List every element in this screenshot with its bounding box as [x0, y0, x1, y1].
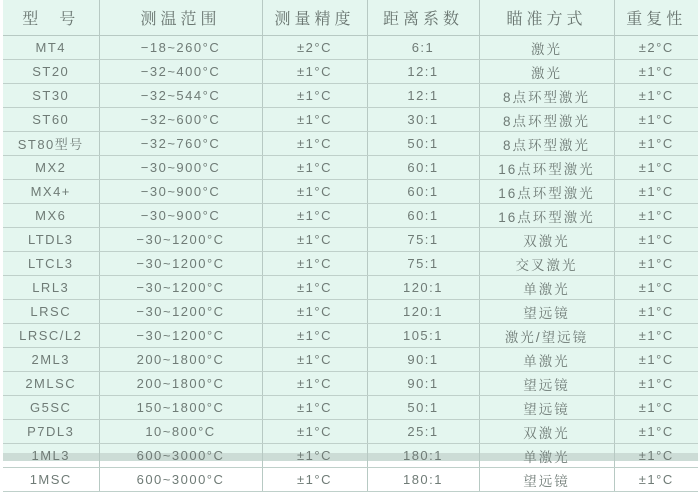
cell-aiming: 望远镜 — [479, 468, 614, 492]
table-row-P7DL3 — [3, 420, 698, 444]
table-row-ST60 — [3, 108, 698, 132]
cell-repeatability: ±1°C — [614, 444, 698, 468]
cell-accuracy: ±1°C — [262, 156, 367, 180]
cell-aiming: 8点环型激光 — [479, 84, 614, 108]
cell-aiming: 双激光 — [479, 420, 614, 444]
cell-model: MX6 — [3, 204, 99, 228]
cell-distance_ratio: 25:1 — [367, 420, 479, 444]
cell-distance_ratio: 6:1 — [367, 36, 479, 60]
cell-model: P7DL3 — [3, 420, 99, 444]
table-header — [3, 0, 698, 36]
cell-temp_range: 200~1800°C — [99, 372, 262, 396]
cell-model: MX4+ — [3, 180, 99, 204]
table-row-LRSC — [3, 300, 698, 324]
cell-accuracy: ±1°C — [262, 84, 367, 108]
cell-distance_ratio: 50:1 — [367, 132, 479, 156]
cell-repeatability: ±1°C — [614, 84, 698, 108]
cell-accuracy: ±1°C — [262, 252, 367, 276]
cell-distance_ratio: 90:1 — [367, 348, 479, 372]
cell-model: 2ML3 — [3, 348, 99, 372]
cell-aiming: 单激光 — [479, 348, 614, 372]
cell-temp_range: −30~1200°C — [99, 228, 262, 252]
table-row-MX4+ — [3, 180, 698, 204]
cell-aiming: 单激光 — [479, 444, 614, 468]
cell-accuracy: ±1°C — [262, 132, 367, 156]
cell-model: ST20 — [3, 60, 99, 84]
cell-model: ST30 — [3, 84, 99, 108]
cell-model: G5SC — [3, 396, 99, 420]
cell-distance_ratio: 75:1 — [367, 252, 479, 276]
cell-repeatability: ±1°C — [614, 372, 698, 396]
cell-distance_ratio: 90:1 — [367, 372, 479, 396]
cell-temp_range: 150~1800°C — [99, 396, 262, 420]
cell-distance_ratio: 75:1 — [367, 228, 479, 252]
cell-accuracy: ±1°C — [262, 180, 367, 204]
cell-temp_range: −30~1200°C — [99, 300, 262, 324]
cell-accuracy: ±1°C — [262, 60, 367, 84]
cell-distance_ratio: 30:1 — [367, 108, 479, 132]
cell-repeatability: ±1°C — [614, 132, 698, 156]
cell-aiming: 单激光 — [479, 276, 614, 300]
cell-repeatability: ±1°C — [614, 468, 698, 492]
cell-temp_range: −32~600°C — [99, 108, 262, 132]
cell-accuracy: ±1°C — [262, 108, 367, 132]
cell-aiming: 8点环型激光 — [479, 132, 614, 156]
cell-aiming: 望远镜 — [479, 300, 614, 324]
table-row-2ML3 — [3, 348, 698, 372]
cell-repeatability: ±2°C — [614, 36, 698, 60]
cell-model: LRL3 — [3, 276, 99, 300]
cell-temp_range: 10~800°C — [99, 420, 262, 444]
cell-accuracy: ±1°C — [262, 444, 367, 468]
cell-model: 2MLSC — [3, 372, 99, 396]
column-header-model: 型 号 — [3, 0, 99, 36]
cell-distance_ratio: 180:1 — [367, 444, 479, 468]
cell-model: LTCL3 — [3, 252, 99, 276]
cell-temp_range: −30~900°C — [99, 156, 262, 180]
cell-repeatability: ±1°C — [614, 420, 698, 444]
cell-aiming: 8点环型激光 — [479, 108, 614, 132]
table-row-ST20 — [3, 60, 698, 84]
cell-temp_range: −32~544°C — [99, 84, 262, 108]
cell-model: ST60 — [3, 108, 99, 132]
thermometer-spec-table — [3, 0, 698, 492]
cell-model: ST80型号 — [3, 132, 99, 156]
cell-model: 1ML3 — [3, 444, 99, 468]
cell-accuracy: ±1°C — [262, 396, 367, 420]
cell-repeatability: ±1°C — [614, 156, 698, 180]
table-row-LTCL3 — [3, 252, 698, 276]
cell-distance_ratio: 180:1 — [367, 468, 479, 492]
table-row-MX2 — [3, 156, 698, 180]
cell-temp_range: 600~3000°C — [99, 468, 262, 492]
cell-repeatability: ±1°C — [614, 204, 698, 228]
cell-accuracy: ±1°C — [262, 228, 367, 252]
column-header-accuracy: 测量精度 — [262, 0, 367, 36]
cell-distance_ratio: 120:1 — [367, 300, 479, 324]
table-row-2MLSC — [3, 372, 698, 396]
cell-repeatability: ±1°C — [614, 60, 698, 84]
cell-repeatability: ±1°C — [614, 228, 698, 252]
table-row-ST30 — [3, 84, 698, 108]
header-row — [3, 0, 698, 36]
table-row-LRSC/L2 — [3, 324, 698, 348]
cell-repeatability: ±1°C — [614, 252, 698, 276]
cell-repeatability: ±1°C — [614, 396, 698, 420]
cell-model: LRSC — [3, 300, 99, 324]
cell-aiming: 交叉激光 — [479, 252, 614, 276]
cell-repeatability: ±1°C — [614, 108, 698, 132]
cell-distance_ratio: 60:1 — [367, 180, 479, 204]
table-row-MT4 — [3, 36, 698, 60]
column-header-distance_ratio: 距离系数 — [367, 0, 479, 36]
cell-temp_range: −32~400°C — [99, 60, 262, 84]
cell-aiming: 16点环型激光 — [479, 156, 614, 180]
table-row-ST80型号 — [3, 132, 698, 156]
table-row-MX6 — [3, 204, 698, 228]
cell-repeatability: ±1°C — [614, 324, 698, 348]
column-header-repeatability: 重复性 — [614, 0, 698, 36]
cell-accuracy: ±1°C — [262, 204, 367, 228]
cell-accuracy: ±1°C — [262, 324, 367, 348]
cell-aiming: 16点环型激光 — [479, 180, 614, 204]
cell-repeatability: ±1°C — [614, 180, 698, 204]
cell-aiming: 16点环型激光 — [479, 204, 614, 228]
column-header-aiming: 瞄准方式 — [479, 0, 614, 36]
cell-temp_range: −30~1200°C — [99, 252, 262, 276]
cell-accuracy: ±1°C — [262, 276, 367, 300]
cell-repeatability: ±1°C — [614, 348, 698, 372]
cell-distance_ratio: 50:1 — [367, 396, 479, 420]
cell-distance_ratio: 12:1 — [367, 60, 479, 84]
cell-aiming: 望远镜 — [479, 372, 614, 396]
cell-temp_range: −30~1200°C — [99, 324, 262, 348]
cell-accuracy: ±2°C — [262, 36, 367, 60]
column-header-temp_range: 测温范围 — [99, 0, 262, 36]
cell-aiming: 激光 — [479, 36, 614, 60]
cell-repeatability: ±1°C — [614, 276, 698, 300]
cell-model: 1MSC — [3, 468, 99, 492]
cell-accuracy: ±1°C — [262, 348, 367, 372]
cell-accuracy: ±1°C — [262, 300, 367, 324]
table-row-LRL3 — [3, 276, 698, 300]
cell-accuracy: ±1°C — [262, 420, 367, 444]
cell-distance_ratio: 12:1 — [367, 84, 479, 108]
cell-repeatability: ±1°C — [614, 300, 698, 324]
cell-distance_ratio: 60:1 — [367, 156, 479, 180]
table-row-1MSC — [3, 468, 698, 492]
cell-aiming: 望远镜 — [479, 396, 614, 420]
cell-distance_ratio: 60:1 — [367, 204, 479, 228]
cell-model: MT4 — [3, 36, 99, 60]
cell-accuracy: ±1°C — [262, 468, 367, 492]
cell-model: MX2 — [3, 156, 99, 180]
table-row-LTDL3 — [3, 228, 698, 252]
cell-temp_range: 600~3000°C — [99, 444, 262, 468]
cell-temp_range: −30~900°C — [99, 180, 262, 204]
cell-aiming: 双激光 — [479, 228, 614, 252]
table-row-1ML3 — [3, 444, 698, 468]
cell-distance_ratio: 120:1 — [367, 276, 479, 300]
cell-temp_range: −32~760°C — [99, 132, 262, 156]
cell-aiming: 激光 — [479, 60, 614, 84]
cell-temp_range: −18~260°C — [99, 36, 262, 60]
cell-model: LTDL3 — [3, 228, 99, 252]
cell-temp_range: −30~1200°C — [99, 276, 262, 300]
table-row-G5SC — [3, 396, 698, 420]
cell-temp_range: −30~900°C — [99, 204, 262, 228]
cell-accuracy: ±1°C — [262, 372, 367, 396]
cell-model: LRSC/L2 — [3, 324, 99, 348]
cell-distance_ratio: 105:1 — [367, 324, 479, 348]
table-body — [3, 36, 698, 492]
cell-aiming: 激光/望远镜 — [479, 324, 614, 348]
cell-temp_range: 200~1800°C — [99, 348, 262, 372]
